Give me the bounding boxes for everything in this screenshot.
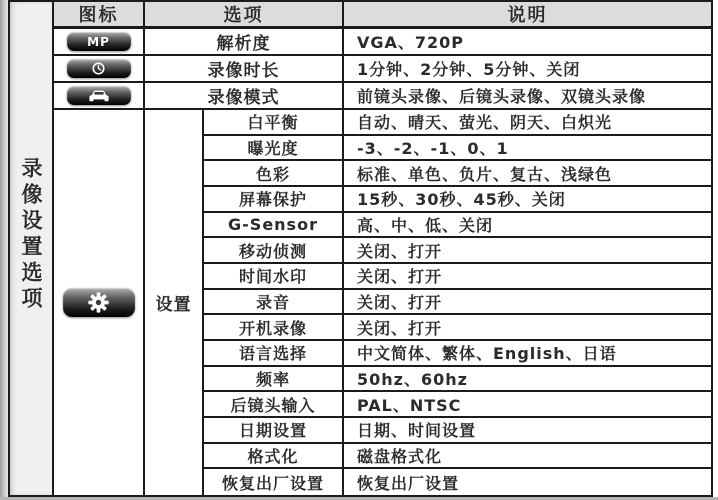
sub-option-cell: 色彩 [204, 161, 344, 187]
settings-icon-cell [54, 110, 145, 495]
description-cell: 15秒、30秒、45秒、关闭 [344, 187, 711, 213]
section-vertical-title: 录像设置选项 [19, 157, 43, 314]
mp-badge-icon: MP [67, 32, 131, 51]
description-cell: 关闭、打开 [344, 290, 711, 316]
recording-settings-table [8, 0, 713, 497]
gear-icon [63, 288, 135, 317]
sub-option-cell: 白平衡 [204, 110, 344, 136]
sub-option-cell: 恢复出厂设置 [204, 469, 344, 495]
sub-option-cell: 开机录像 [204, 315, 344, 341]
icon-cell [54, 83, 145, 110]
clock-icon [67, 59, 131, 78]
sub-option-cell: 录音 [204, 290, 344, 316]
sub-option-cell: 语言选择 [204, 341, 344, 367]
description-cell: 自动、晴天、萤光、阴天、白炽光 [344, 110, 711, 136]
table-section-label-cell [10, 2, 54, 495]
column-header-option: 选项 [145, 2, 344, 29]
description-cell: 关闭、打开 [344, 315, 711, 341]
description-cell: 前镜头录像、后镜头录像、双镜头录像 [344, 83, 711, 110]
description-cell: 高、中、低、关闭 [344, 213, 711, 239]
column-header-icon: 图标 [54, 2, 145, 29]
sub-option-cell: 曝光度 [204, 136, 344, 162]
car-icon [67, 86, 131, 105]
sub-option-cell: 屏幕保护 [204, 187, 344, 213]
description-cell: 标准、单色、负片、复古、浅绿色 [344, 161, 711, 187]
option-cell: 录像模式 [145, 83, 344, 110]
description-cell: 关闭、打开 [344, 238, 711, 264]
column-header-description: 说明 [344, 2, 711, 29]
description-cell: 1分钟、2分钟、5分钟、关闭 [344, 56, 711, 83]
description-cell: 日期、时间设置 [344, 418, 711, 444]
sub-option-cell: 日期设置 [204, 418, 344, 444]
sub-option-cell: 时间水印 [204, 264, 344, 290]
sub-option-cell: 频率 [204, 367, 344, 393]
settings-group-label-cell: 设置 [145, 110, 204, 495]
option-cell: 录像时长 [145, 56, 344, 83]
description-cell: 磁盘格式化 [344, 444, 711, 470]
description-cell: 关闭、打开 [344, 264, 711, 290]
description-cell: -3、-2、-1、0、1 [344, 136, 711, 162]
page-left-edge [0, 0, 8, 500]
sub-option-cell: 后镜头输入 [204, 392, 344, 418]
description-cell: 恢复出厂设置 [357, 473, 460, 493]
description-cell: 50hz、60hz [344, 367, 711, 393]
sub-option-cell: 移动侦测 [204, 238, 344, 264]
icon-cell [54, 56, 145, 83]
description-cell: VGA、720P [344, 29, 711, 56]
icon-cell [54, 29, 145, 56]
sub-option-cell: 格式化 [204, 444, 344, 470]
description-cell: PAL、NTSC [344, 392, 711, 418]
sub-option-cell: G-Sensor [204, 213, 344, 239]
option-cell: 解析度 [145, 29, 344, 56]
description-cell: 中文简体、繁体、English、日语 [344, 341, 711, 367]
